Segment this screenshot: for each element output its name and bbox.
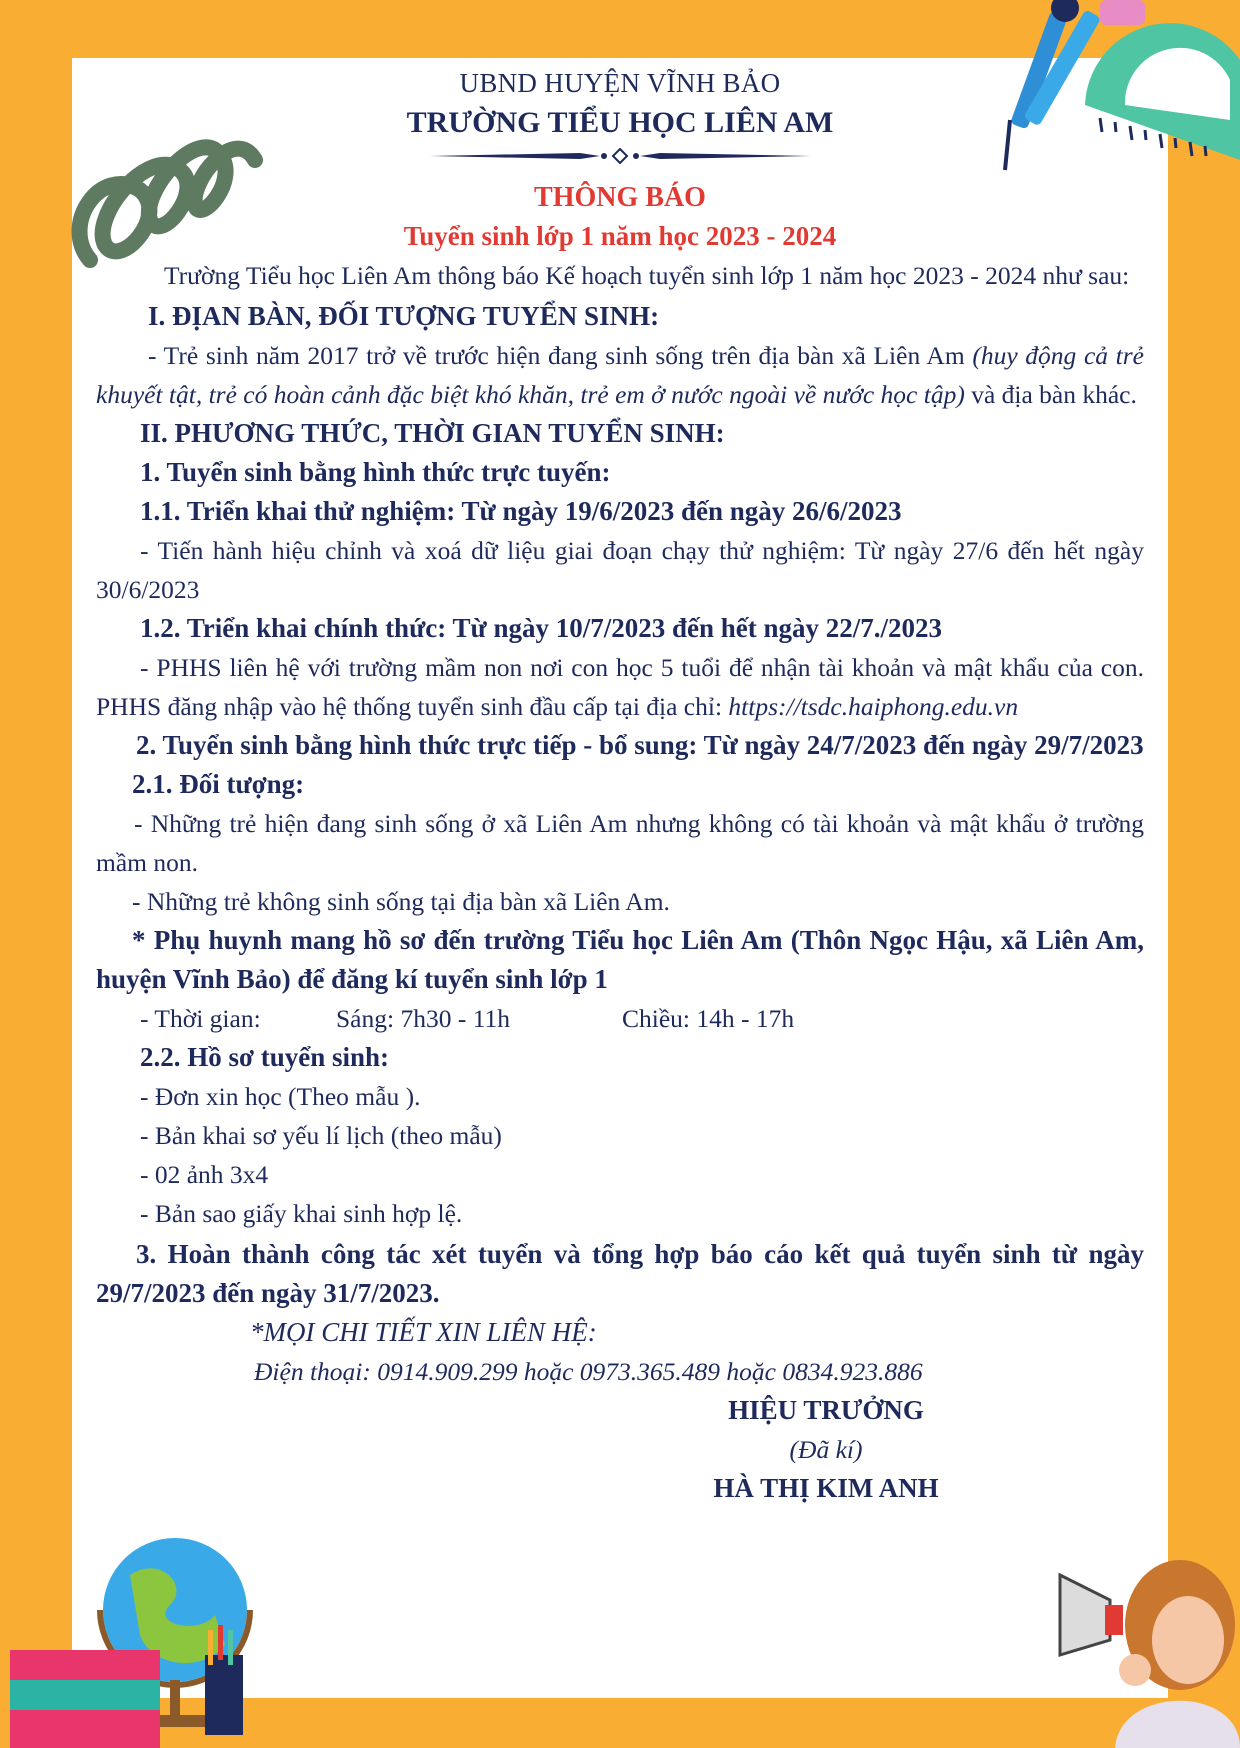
- doc-item: - 02 ảnh 3x4: [140, 1160, 269, 1189]
- section1-text-start: - Trẻ sinh năm 2017 trở về trước hiện đang sinh sống trên địa bàn xã Liên Am: [148, 341, 973, 370]
- section2-heading: II. PHƯƠNG THỨC, THỜI GIAN TUYỂN SINH:: [140, 418, 725, 448]
- signature-block: [656, 1391, 996, 1508]
- parents-note: * Phụ huynh mang hồ sơ đến trường Tiểu học Liên Am (Thôn Ngọc Hậu, xã Liên Am, huyện Vĩnh Bảo) để đăng kí tuyển sinh lớp 1: [96, 925, 1144, 994]
- section1-text-italic: (huy động cả trẻ khuyết tật, trẻ có hoàn cảnh đặc biệt khó khăn, trẻ em ở nước ngoài về nước học tập): [96, 341, 1144, 409]
- issuing-unit: UBND HUYỆN VĨNH BẢO: [459, 68, 781, 98]
- subject-item-1: - Những trẻ hiện đang sinh sống ở xã Liên Am nhưng không có tài khoản và mật khẩu ở trường mầm non.: [96, 809, 1144, 877]
- official-paragraph: [96, 648, 1144, 726]
- megaphone-girl-decoration: [1040, 1555, 1240, 1748]
- globe-books-decoration: [0, 1515, 270, 1748]
- signature-title: HIỆU TRƯỞNG: [728, 1395, 924, 1425]
- section1-text-end: và địa bàn khác.: [964, 380, 1137, 409]
- contact-heading: *MỌI CHI TIẾT XIN LIÊN HỆ:: [250, 1317, 597, 1347]
- online-heading: 1. Tuyển sinh bằng hình thức trực tuyến:: [140, 457, 611, 487]
- section1-heading: I. ĐỊAN BÀN, ĐỐI TƯỢNG TUYỂN SINH:: [148, 301, 660, 331]
- notice-title: THÔNG BÁO: [534, 182, 706, 213]
- enrollment-url[interactable]: https://tsdc.haiphong.edu.vn: [728, 692, 1019, 721]
- direct-heading: 2. Tuyển sinh bằng hình thức trực tiếp - bổ sung: Từ ngày 24/7/2023 đến ngày 29/7/2023: [136, 730, 1144, 760]
- subject-item-2: - Những trẻ không sinh sống tại địa bàn xã Liên Am.: [132, 887, 670, 916]
- official-text: - PHHS liên hệ với trường mầm non nơi con học 5 tuổi để nhận tài khoản và mật khẩu của con. PHHS đăng nhập vào hệ thống tuyển sinh đầu cấp tại địa chỉ:: [96, 653, 1144, 721]
- signature-status: (Đã kí): [789, 1435, 863, 1464]
- ornament-divider: [430, 148, 810, 164]
- official-heading: 1.2. Triển khai chính thức: Từ ngày 10/7/2023 đến hết ngày 22/7./2023: [140, 613, 943, 643]
- docs-heading: 2.2. Hồ sơ tuyển sinh:: [140, 1042, 389, 1072]
- time-morning: Sáng: 7h30 - 11h: [336, 1004, 511, 1033]
- office-hours: [96, 999, 1144, 1038]
- doc-item: - Đơn xin học (Theo mẫu ).: [140, 1082, 421, 1111]
- signature-name: HÀ THỊ KIM ANH: [713, 1473, 939, 1503]
- doc-item: - Bản sao giấy khai sinh hợp lệ.: [140, 1199, 463, 1228]
- subjects-heading: 2.1. Đối tượng:: [132, 769, 305, 799]
- intro-paragraph: Trường Tiểu học Liên Am thông báo Kế hoạch tuyển sinh lớp 1 năm học 2023 - 2024 như sau:: [164, 261, 1130, 290]
- trial-heading: 1.1. Triển khai thử nghiệm: Từ ngày 19/6/2023 đến ngày 26/6/2023: [140, 496, 902, 526]
- notice-subtitle: Tuyển sinh lớp 1 năm học 2023 - 2024: [403, 221, 837, 251]
- notice-document: [96, 64, 1144, 1508]
- doc-item: - Bản khai sơ yếu lí lịch (theo mẫu): [140, 1121, 502, 1150]
- trial-paragraph: - Tiến hành hiệu chỉnh và xoá dữ liệu giai đoạn chạy thử nghiệm: Từ ngày 27/6 đến hết ngày 30/6/2023: [96, 536, 1144, 604]
- section1-paragraph: [96, 336, 1144, 414]
- school-name: TRƯỜNG TIỂU HỌC LIÊN AM: [406, 106, 834, 139]
- contact-phones: Điện thoại: 0914.909.299 hoặc 0973.365.489 hoặc 0834.923.886: [254, 1357, 923, 1386]
- time-label: - Thời gian:: [140, 1004, 261, 1033]
- completion-note: 3. Hoàn thành công tác xét tuyển và tổng hợp báo cáo kết quả tuyển sinh từ ngày 29/7/2023 đến ngày 31/7/2023.: [96, 1239, 1144, 1308]
- time-afternoon: Chiều: 14h - 17h: [622, 1004, 795, 1033]
